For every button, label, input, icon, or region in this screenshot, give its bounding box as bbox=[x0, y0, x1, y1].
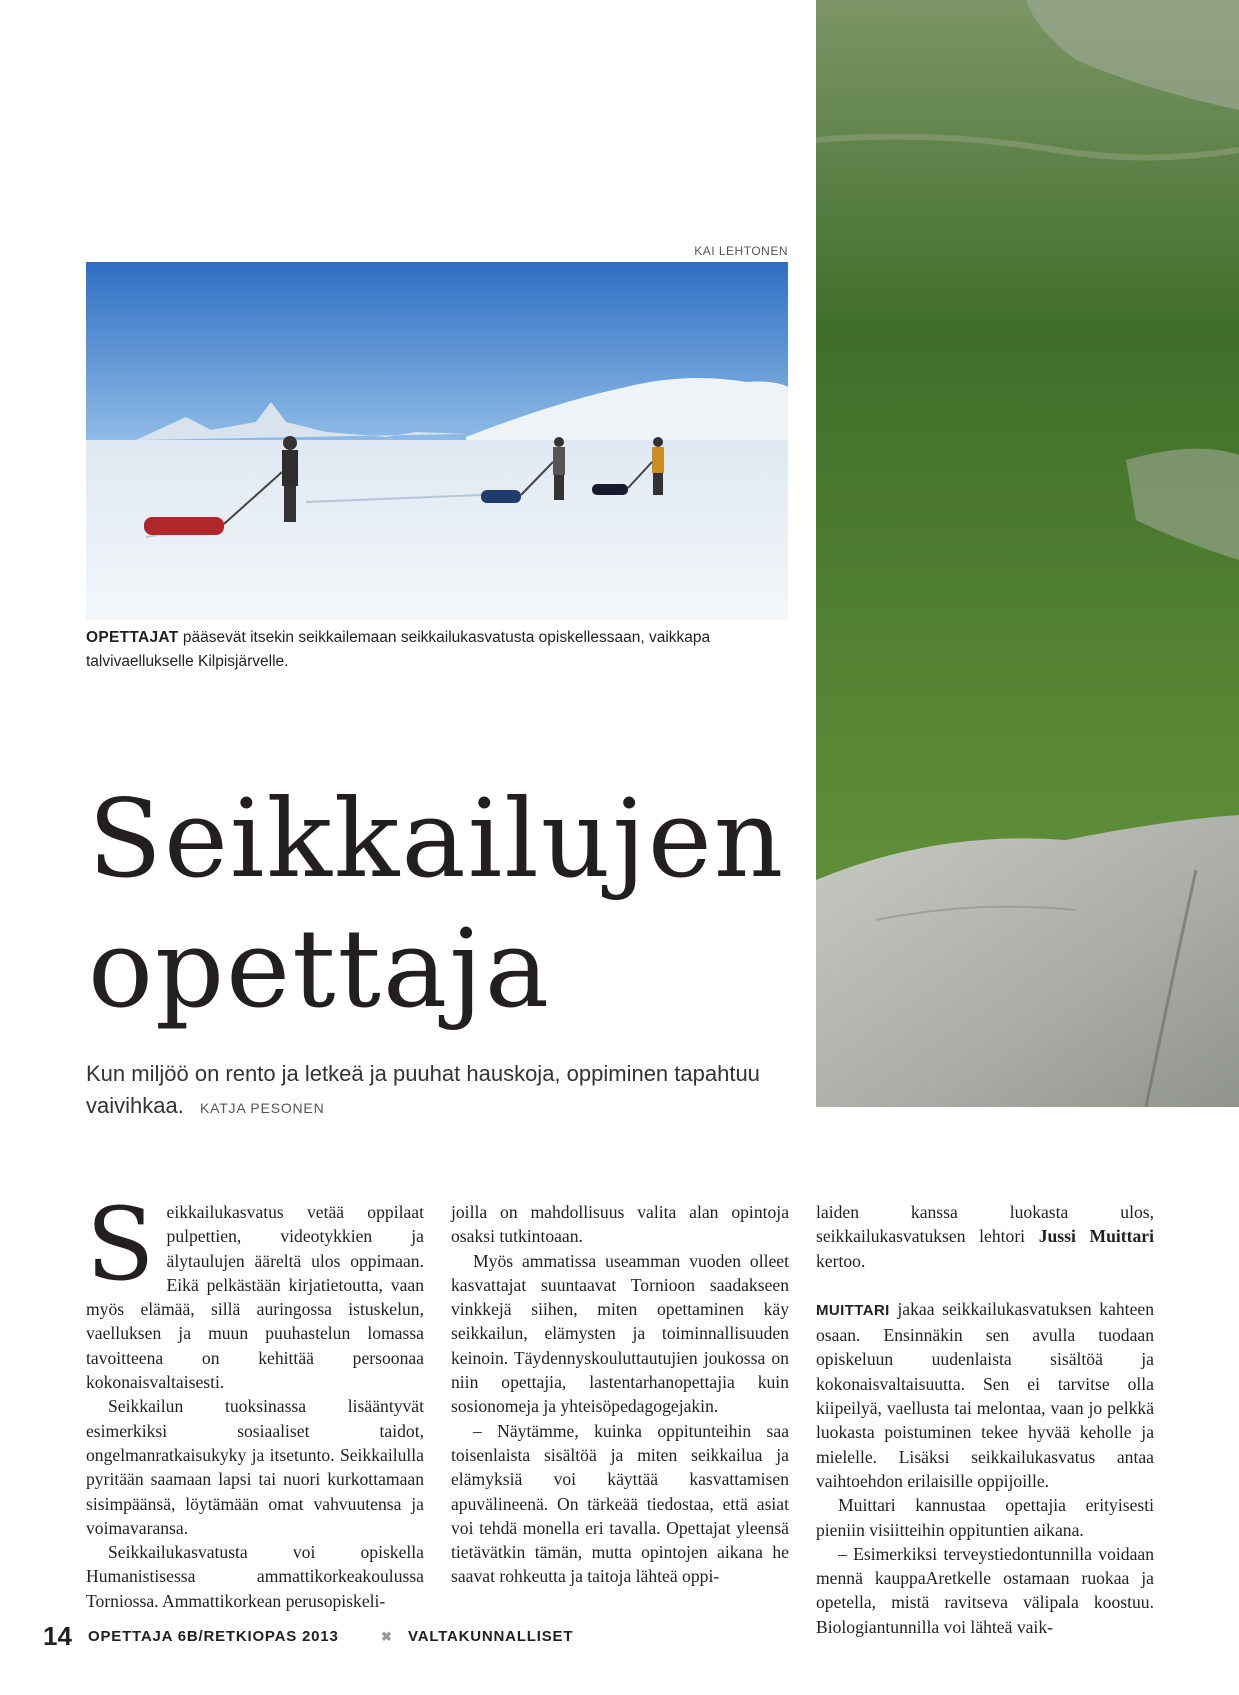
title-line-1: Seikkailujen bbox=[88, 777, 786, 902]
article-deck bbox=[86, 1058, 806, 1124]
winter-illustration bbox=[86, 262, 788, 620]
magazine-name: OPETTAJA 6B/RETKIOPAS 2013 bbox=[88, 1628, 339, 1645]
winter-photo bbox=[86, 262, 788, 620]
paragraph-text: eikkailukasvatus vetää oppilaat pulpettien, videotykkien ja älytaulujen ääreltä ulos oppimaan. Eikä pelkästään kirjatietoutta, vaan myös elämää, sillä auringossa istuskelun, vaelluksen ja muun puuhastelun lomassa tavoitteena on kehittää persoonaa kokonaisvaltaisesti. bbox=[86, 1202, 424, 1393]
person-name: Jussi Muittari bbox=[1038, 1226, 1155, 1247]
paragraph: Muittari kannustaa opettajia erityisesti pieniin visiitteihin oppituntien aikana. bbox=[816, 1495, 1154, 1540]
separator-icon: ✖ bbox=[381, 1629, 392, 1644]
paragraph: – Esimerkiksi terveystiedontunnilla voidaan mennä kauppaAretkelle ostamaan ruokaa ja opetella, mistä ravitseva välipala koostuu. Biologiantunnilla voi lähteä vaik- bbox=[816, 1543, 1154, 1637]
paragraph: Seikkailukasvatusta voi opiskella Humanistisessa ammattikorkeakoulussa Torniossa. Ammattikorkean perusopiskeli- bbox=[86, 1542, 424, 1611]
caption-text: pääsevät itsekin seikkailemaan seikkailukasvatusta opiskellessaan, vaikkapa talvivaellukselle Kilpisjärvelle. bbox=[86, 629, 711, 670]
paragraph bbox=[816, 1297, 1154, 1493]
paragraph: Myös ammatissa useamman vuoden olleet kasvattajat suuntaavat Tornioon saadakseen vinkkejä siihen, miten opettaminen käy seikkailun, elämysten ja toiminnallisuuden keinoin. Täydennyskouluttautujien joukossa on niin opettajia, lastentarhanopettajia kuin sosionomeja ja yhteisöpedagogejakin. bbox=[451, 1250, 789, 1417]
page-number: 14 bbox=[43, 1621, 72, 1651]
paragraph-text: kertoo. bbox=[816, 1250, 866, 1271]
article-column-1 bbox=[86, 1186, 424, 1613]
landscape-photo bbox=[816, 0, 1239, 1107]
photo-credit: KAI LEHTONEN bbox=[694, 244, 788, 258]
caption-lead: OPETTAJAT bbox=[86, 629, 179, 646]
article-column-3 bbox=[816, 1200, 1154, 1639]
drop-cap: S bbox=[86, 1186, 155, 1303]
paragraph-text: jakaa seikkailukasvatuksen kahteen osaan. Ensinnäkin sen avulla tuodaan opiskeluun uudenlaista sisältöä ja kokonaisvaltaisuutta. Sen ei tarvitse olla kiipeilyä, vaellusta tai melontaa, vaan jo pelkkä luokasta poistuminen tekee hyvää keholle ja mielelle. Lisäksi seikkailukasvatus antaa vaihtoehdon erilaisille oppijoille. bbox=[816, 1298, 1154, 1491]
paragraph bbox=[86, 1186, 424, 1394]
author-byline: KATJA PESONEN bbox=[199, 1100, 325, 1116]
paragraph: joilla on mahdollisuus valita alan opintoja osaksi tutkintoaan. bbox=[451, 1202, 789, 1247]
article-column-2 bbox=[451, 1200, 789, 1589]
paragraph: – Näytämme, kuinka oppitunteihin saa toisenlaista sisältöä ja miten seikkailua ja elämyksiä voi käyttää kasvattamisen apuvälineenä. On tärkeää tiedostaa, että asiat voi tehdä monella eri tavalla. Opettajat yleensä tietävätkin tämän, mutta opintojen aikana he saavat rohkeutta ja taitoja lähteä oppi- bbox=[451, 1420, 789, 1587]
title-line-2: opettaja bbox=[88, 907, 552, 1032]
paragraph-text: laiden kanssa luokasta ulos, seikkailukasvatuksen lehtori bbox=[816, 1202, 1154, 1247]
section-name: VALTAKUNNALLISET bbox=[408, 1628, 574, 1645]
article-title bbox=[88, 775, 808, 1035]
landscape-illustration bbox=[816, 0, 1239, 1107]
paragraph bbox=[816, 1200, 1154, 1273]
page-footer bbox=[43, 1623, 743, 1653]
deck-text: Kun miljöö on rento ja letkeä ja puuhat hauskoja, oppiminen tapahtuu vaivihkaa. bbox=[86, 1061, 760, 1118]
paragraph: Seikkailun tuoksinassa lisääntyvät esimerkiksi sosiaaliset taidot, ongelmanratkaisukyky ja itsetunto. Seikkailulla pyritään saamaan lapsi tai nuori kurkottamaan sisimpäänsä, löytämään omat vahvuutensa ja voimavaransa. bbox=[86, 1396, 424, 1538]
paragraph-lead: MUITTARI bbox=[816, 1301, 890, 1319]
photo-caption bbox=[86, 626, 776, 674]
